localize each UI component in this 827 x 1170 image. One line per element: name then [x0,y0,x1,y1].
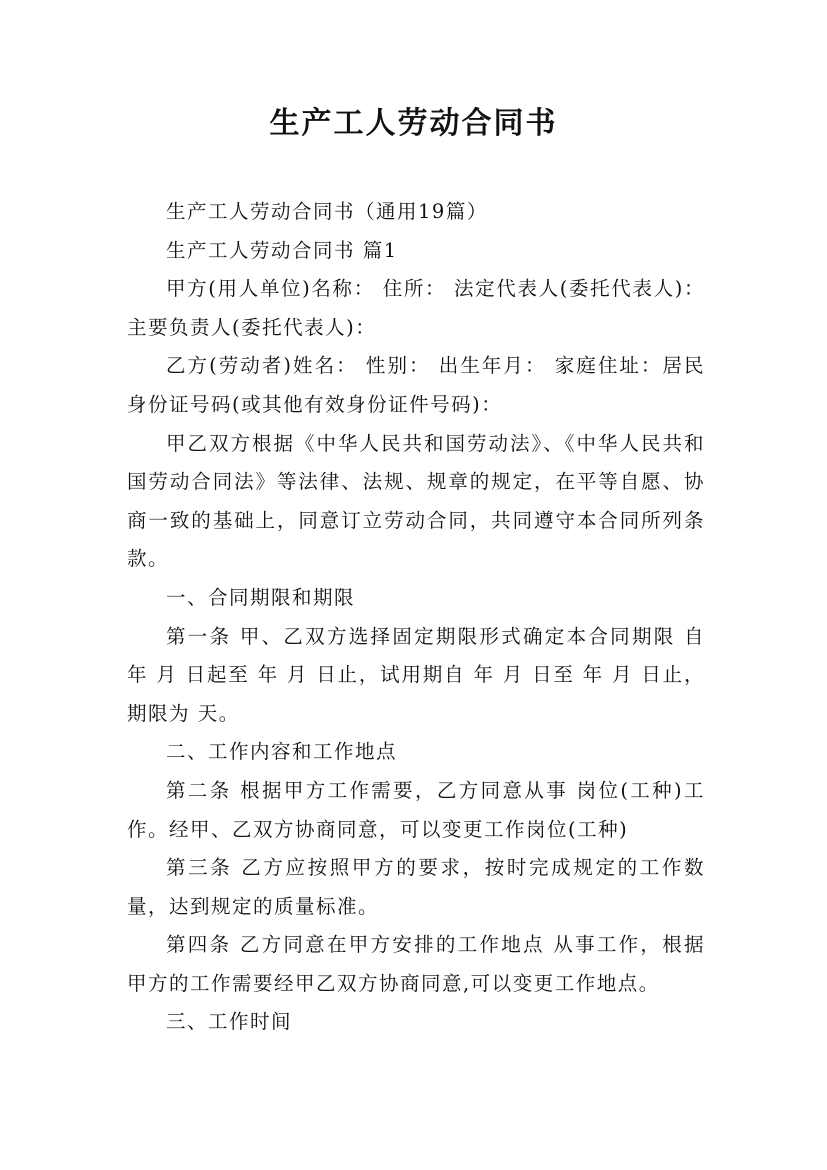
article-2: 第二条 根据甲方工作需要，乙方同意从事 岗位(工种)工作。经甲、乙双方协商同意，可以变更工作岗位(工种) [127,778,705,841]
heading-work-content: 二、工作内容和工作地点 [166,740,398,764]
article-1: 第一条 甲、乙双方选择固定期限形式确定本合同期限 自 年 月 日起至 年 月 日止，试用期自 年 月 日至 年 月 日止，期限为 天。 [127,624,705,725]
article-4: 第四条 乙方同意在甲方安排的工作地点 从事工作，根据甲方的工作需要经甲乙双方协商同意,可以变更工作地点。 [127,933,705,995]
paragraph-subtitle: 生产工人劳动合同书（通用19篇） [166,200,488,223]
paragraph-party-a: 甲方(用人单位)名称： 住所： 法定代表人(委托代表人)： 主要负责人(委托代表人)： [127,277,705,339]
paragraph-preamble: 甲乙双方根据《中华人民共和国劳动法》、《中华人民共和国劳动合同法》等法律、法规、规章的规定，在平等自愿、协商一致的基础上，同意订立劳动合同，共同遵守本合同所列条款。 [127,431,705,571]
heading-contract-term: 一、合同期限和期限 [166,585,356,609]
paragraph-section-heading: 生产工人劳动合同书 篇1 [166,238,398,262]
heading-working-hours: 三、工作时间 [166,1010,293,1034]
article-3: 第三条 乙方应按照甲方的要求，按时完成规定的工作数量，达到规定的质量标准。 [127,856,705,918]
document-body [127,193,705,1042]
document-title: 生产工人劳动合同书 [269,106,558,141]
paragraph-party-b: 乙方(劳动者)姓名： 性别： 出生年月： 家庭住址：居民身份证号码(或其他有效身份证件号码)： [127,354,705,416]
